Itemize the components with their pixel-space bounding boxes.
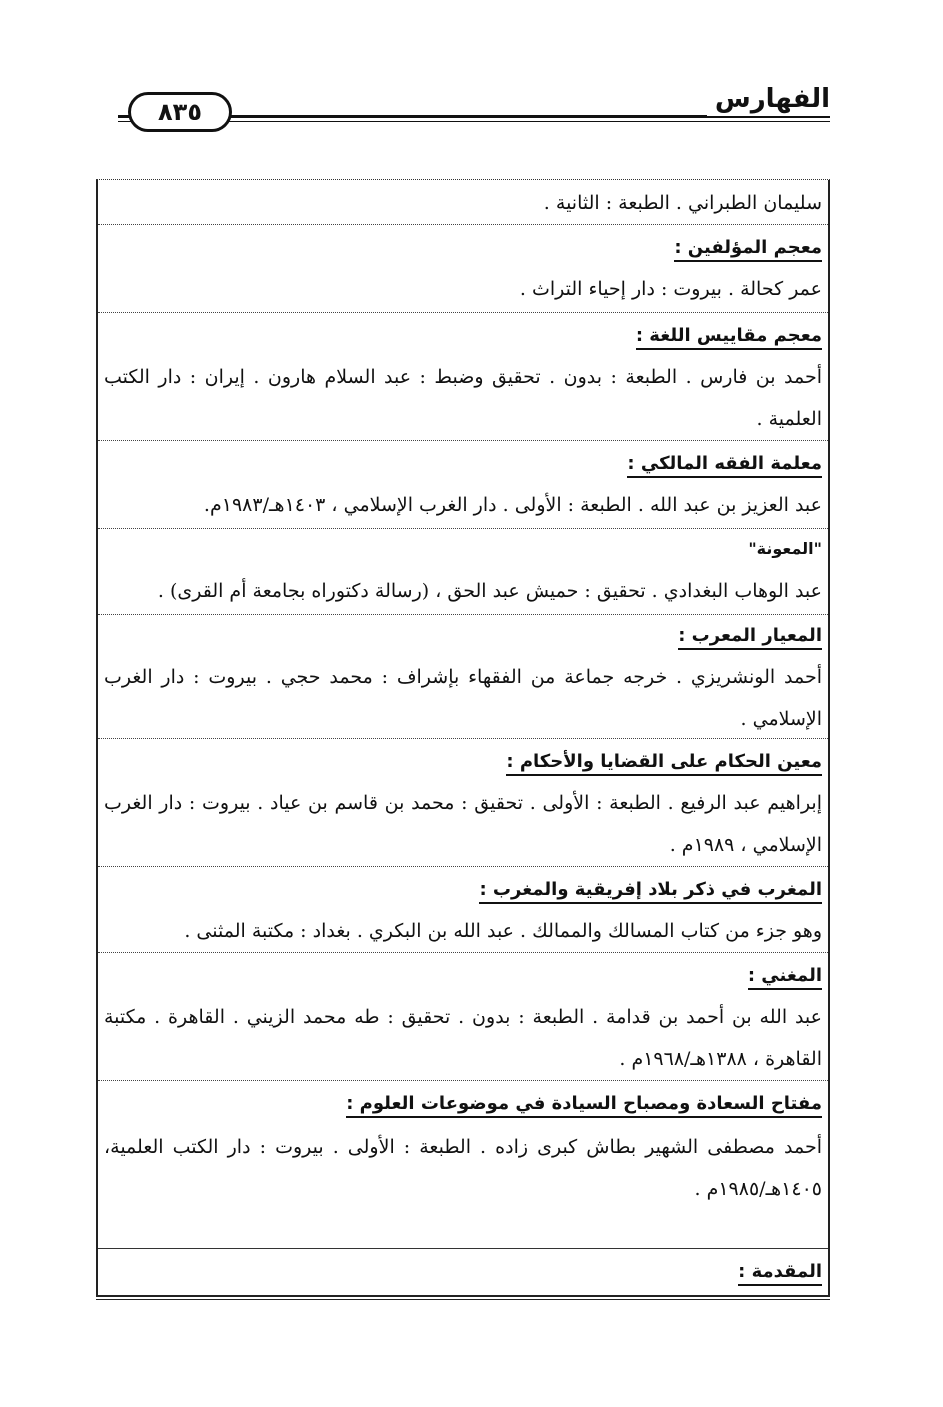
entry-heading-text: معجم المؤلفين : — [674, 237, 822, 262]
entry-heading-text: المعيار المعرب : — [678, 625, 822, 650]
frame-bottom-border — [96, 1295, 830, 1297]
page-number: ٨٣٥ — [128, 92, 232, 132]
entry-heading-text: معين الحكام على القضايا والأحكام : — [506, 751, 822, 776]
entry-heading — [104, 868, 822, 911]
entry-text: أحمد الونشريزي . خرجه جماعة من الفقهاء بإشراف : محمد حجي . بيروت : دار الغرب الإسلامي . — [104, 666, 822, 730]
entry-heading-text: معلمة الفقه المالكي : — [627, 453, 822, 478]
entry-text: عبد الله بن أحمد بن قدامة . الطبعة : بدون . تحقيق : طه محمد الزيني . القاهرة . مكتبة القاهرة ، ١٣٨٨هـ/١٩٦٨م . — [104, 1006, 822, 1070]
entry-heading — [104, 314, 822, 357]
entry-heading — [104, 226, 822, 269]
entry-text: وهو جزء من كتاب المسالك والممالك . عبد الله بن البكري . بغداد : مكتبة المثنى . — [184, 920, 822, 942]
separator — [98, 312, 828, 313]
entry-heading — [104, 740, 822, 783]
entry-heading — [104, 442, 822, 485]
entry-heading — [104, 1082, 822, 1125]
entry-text: أحمد مصطفى الشهير بطاش كبرى زاده . الطبعة : الأولى . بيروت : دار الكتب العلمية، ١٤٠٥هـ/١٩٨٥م . — [104, 1136, 822, 1200]
frame-bottom-border-thin — [96, 1299, 830, 1300]
separator — [98, 738, 828, 739]
entry-heading-text: المقدمة : — [738, 1261, 822, 1286]
entry-heading-text: المغرب في ذكر بلاد إفريقية والمغرب : — [479, 879, 822, 904]
entry-text: عمر كحالة . بيروت : دار إحياء التراث . — [519, 278, 822, 300]
separator — [98, 440, 828, 441]
separator — [98, 224, 828, 225]
entry-plain-heading: "المعونة" — [748, 539, 822, 558]
entry-text: عبد الوهاب البغدادي . تحقيق : حميش عبد الحق ، (رسالة دكتوراه بجامعة أم القرى) . — [157, 580, 822, 602]
separator — [98, 1080, 828, 1081]
entry-heading — [104, 614, 822, 657]
entry-heading-text: المغني : — [748, 965, 822, 990]
entry-text: عبد العزيز بن عبد الله . الطبعة : الأولى . دار الغرب الإسلامي ، ١٤٠٣هـ/١٩٨٣م. — [203, 494, 822, 516]
separator — [98, 866, 828, 867]
section-title: الفهارس — [707, 84, 830, 116]
entry-text: إبراهيم عبد الرفيع . الطبعة : الأولى . تحقيق : محمد بن قاسم بن عياد . بيروت : دار الغرب الإسلامي ، ١٩٨٩م . — [104, 792, 822, 856]
page-header — [118, 84, 830, 134]
entry-heading-text: مفتاح السعادة ومصباح السيادة في موضوعات العلوم : — [346, 1093, 822, 1118]
entry-heading — [104, 1250, 822, 1293]
separator — [98, 952, 828, 953]
separator — [98, 1248, 828, 1249]
entry-heading-text: معجم مقاييس اللغة : — [636, 325, 822, 350]
entry-text: أحمد بن فارس . الطبعة : بدون . تحقيق وضبط : عبد السلام هارون . إيران : دار الكتب العلمية . — [104, 366, 822, 430]
entry-text: سليمان الطبراني . الطبعة : الثانية . — [543, 192, 822, 214]
entry-heading — [104, 954, 822, 997]
